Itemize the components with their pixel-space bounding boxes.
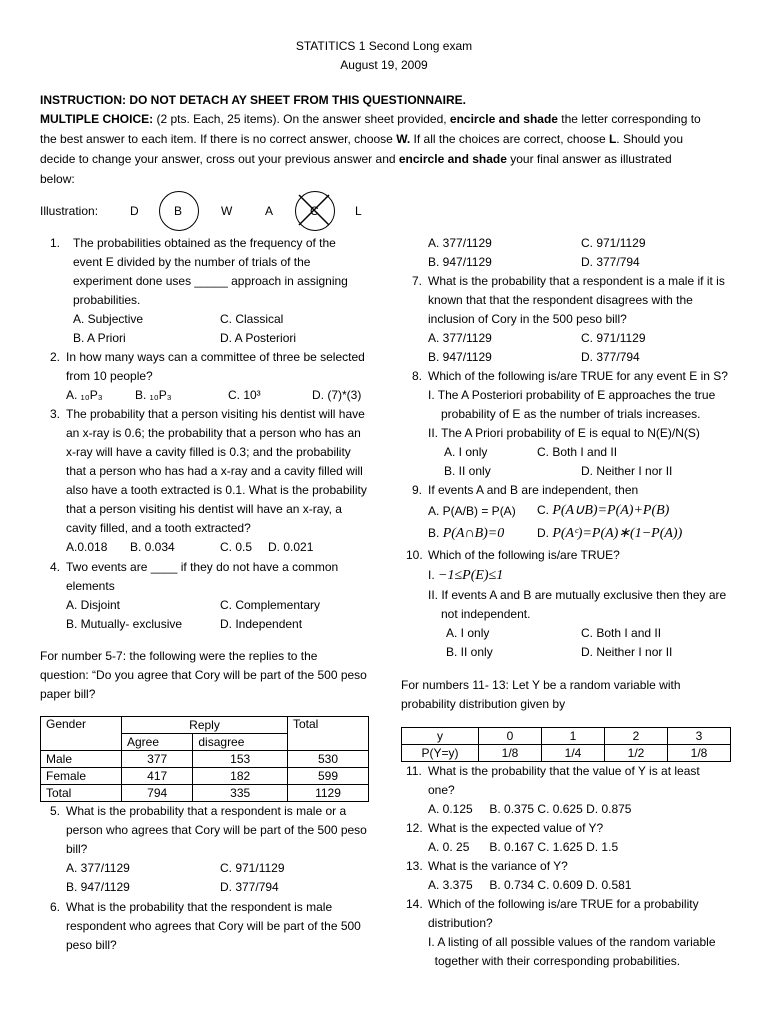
choice-letter-l: L bbox=[355, 204, 362, 218]
table-row bbox=[41, 768, 369, 785]
choice-d: D. A Posteriori bbox=[220, 331, 297, 345]
question-number: 8. bbox=[412, 369, 423, 383]
question-text: inclusion of Cory in the 500 peso bill? bbox=[428, 312, 627, 326]
question-text: distribution? bbox=[428, 916, 493, 930]
choice-c: C. 971/1129 bbox=[581, 331, 646, 345]
table-cell: 417 bbox=[122, 768, 193, 785]
question-text: together with their corresponding probabilities. bbox=[428, 954, 681, 968]
choice-a: A. 377/1129 bbox=[66, 861, 130, 875]
choice-c: C. P(A∪B)=P(A)+P(B) bbox=[537, 503, 670, 518]
statement-ii: not independent. bbox=[441, 607, 531, 621]
question-text: What is the probability that a respondent is a male if it is bbox=[428, 274, 725, 288]
question-text: also have a tooth extracted is 0.1. What is the probability bbox=[66, 483, 367, 497]
table-header: Reply bbox=[122, 717, 288, 734]
choice-b: B. 947/1129 bbox=[66, 880, 130, 894]
choice-c: C. 10³ bbox=[228, 388, 261, 402]
choice-letter-c: C bbox=[310, 204, 319, 218]
instruction-paragraph-line-1: MULTIPLE CHOICE: (2 pts. Each, 25 items). On the answer sheet provided, encircle and shade the letter corresponding to bbox=[40, 112, 701, 126]
question-text: I. A listing of all possible values of the random variable bbox=[428, 935, 716, 949]
choice-b: B. A Priori bbox=[73, 331, 126, 345]
table-cell: 794 bbox=[122, 785, 193, 802]
question-text: cavity filled, and a tooth extracted? bbox=[66, 521, 251, 535]
table-cell: 1129 bbox=[288, 785, 369, 802]
section-intro: paper bill? bbox=[40, 687, 96, 701]
question-text: Which of the following is/are TRUE for a probability bbox=[428, 897, 699, 911]
question-number: 9. bbox=[412, 483, 423, 497]
question-text: person who agrees that Cory will be part of the 500 peso bbox=[66, 823, 367, 837]
question-number: 13. bbox=[406, 859, 423, 873]
table-header: Gender bbox=[41, 717, 122, 751]
question-number: 14. bbox=[406, 897, 423, 911]
choice-a: A. Subjective bbox=[73, 312, 144, 326]
choice-c: C. Classical bbox=[220, 312, 284, 326]
choice-d: D. Neither I nor II bbox=[581, 464, 673, 478]
choice-d: D. Neither I nor II bbox=[581, 645, 673, 659]
table-cell: 1 bbox=[542, 728, 605, 745]
question-number: 10. bbox=[406, 548, 423, 562]
table-cell: 530 bbox=[288, 751, 369, 768]
choice-d: D. Independent bbox=[220, 617, 303, 631]
question-text: What is the expected value of Y? bbox=[428, 821, 604, 835]
question-text: Two events are ____ if they do not have a common bbox=[66, 560, 339, 574]
choice-d: D. 377/794 bbox=[220, 880, 279, 894]
table-cell: Total bbox=[41, 785, 122, 802]
question-text: The probability that a person visiting his dentist will have bbox=[66, 407, 365, 421]
table-cell: 1/8 bbox=[668, 745, 731, 762]
exam-date: August 19, 2009 bbox=[340, 58, 428, 72]
statement-ii: II. If events A and B are mutually exclusive then they are bbox=[428, 588, 727, 602]
table-header: disagree bbox=[193, 734, 288, 751]
question-text: known that that the respondent disagrees with the bbox=[428, 293, 693, 307]
choice-b: B. 947/1129 bbox=[428, 255, 492, 269]
question-number: 2. bbox=[50, 350, 61, 364]
table-header: y bbox=[402, 728, 479, 745]
question-text: probabilities. bbox=[73, 293, 141, 307]
table-cell: Female bbox=[41, 768, 122, 785]
exam-title: STATITICS 1 Second Long exam bbox=[295, 39, 473, 53]
table-cell: 153 bbox=[193, 751, 288, 768]
question-text: What is the probability that the value of Y is at least bbox=[428, 764, 700, 778]
question-text: experiment done uses _____ approach in assigning bbox=[73, 274, 348, 288]
choice-b: B. 0.034 bbox=[130, 540, 175, 554]
reply-table bbox=[40, 716, 369, 802]
instruction-paragraph-line-2: the best answer to each item. If there is no correct answer, choose W. If all the choices are correct, choose L. Should you bbox=[40, 132, 684, 146]
question-text: respondent who agrees that Cory will be part of the 500 bbox=[66, 919, 361, 933]
choice-a: A. I only bbox=[446, 626, 490, 640]
table-cell: 1/8 bbox=[479, 745, 542, 762]
section-intro: question: “Do you agree that Cory will be part of the 500 peso bbox=[40, 668, 367, 682]
choices: A. 3.375 B. 0.734 C. 0.609 D. 0.581 bbox=[428, 878, 632, 892]
instruction-paragraph-line-4: below: bbox=[40, 172, 75, 186]
choice-a: A. P(A/B) = P(A) bbox=[428, 504, 516, 518]
section-intro: For number 5-7: the following were the replies to the bbox=[40, 649, 318, 663]
choice-d: D. (7)*(3) bbox=[312, 388, 362, 402]
question-text: that a person who has had a x-ray and a cavity filled will bbox=[66, 464, 363, 478]
choice-d: D. 377/794 bbox=[581, 350, 640, 364]
table-row bbox=[402, 745, 731, 762]
question-text: II. The A Priori probability of E is equal to N(E)/N(S) bbox=[428, 426, 700, 440]
question-number: 1. bbox=[50, 236, 61, 250]
question-text: The probabilities obtained as the frequency of the bbox=[73, 236, 336, 250]
table-row bbox=[41, 785, 369, 802]
choice-a: A. ₁₀P₃ bbox=[66, 388, 103, 402]
question-text: one? bbox=[428, 783, 455, 797]
table-cell: 335 bbox=[193, 785, 288, 802]
question-text: that a person visiting his dentist will have an x-ray, a bbox=[66, 502, 342, 516]
question-text: What is the probability that the respondent is male bbox=[66, 900, 333, 914]
choice-letter-a: A bbox=[265, 204, 274, 218]
table-header: Total bbox=[288, 717, 369, 751]
question-text: What is the variance of Y? bbox=[428, 859, 568, 873]
question-text: elements bbox=[66, 579, 115, 593]
choice-a: A. Disjoint bbox=[66, 598, 121, 612]
choice-letter-b: B bbox=[174, 204, 183, 218]
choices: A. 0. 25 B. 0.167 C. 1.625 D. 1.5 bbox=[428, 840, 619, 854]
question-number: 3. bbox=[50, 407, 61, 421]
choice-c: C. 0.5 bbox=[220, 540, 253, 554]
choice-a: A.0.018 bbox=[66, 540, 108, 554]
question-text: In how many ways can a committee of three be selected bbox=[66, 350, 365, 364]
question-text: an x-ray is 0.6; the probability that a person who has an bbox=[66, 426, 361, 440]
table-header: P(Y=y) bbox=[402, 745, 479, 762]
question-text: probability of E as the number of trials increases. bbox=[441, 407, 701, 421]
choice-b: B. 947/1129 bbox=[428, 350, 492, 364]
question-text: Which of the following is/are TRUE? bbox=[428, 548, 620, 562]
question-number: 4. bbox=[50, 560, 61, 574]
table-cell: 0 bbox=[479, 728, 542, 745]
choice-a: A. I only bbox=[444, 445, 488, 459]
table-cell: Male bbox=[41, 751, 122, 768]
choice-letter-d: D bbox=[130, 204, 139, 218]
question-number: 5. bbox=[50, 804, 61, 818]
choice-c: C. Both I and II bbox=[537, 445, 618, 459]
section-intro: For numbers 11- 13: Let Y be a random variable with bbox=[401, 678, 681, 692]
question-text: x-ray will have a cavity filled is 0.3; and the probability bbox=[66, 445, 351, 459]
table-cell: 599 bbox=[288, 768, 369, 785]
table-cell: 182 bbox=[193, 768, 288, 785]
question-text: I. The A Posteriori probability of E approaches the true bbox=[428, 388, 716, 402]
question-number: 12. bbox=[406, 821, 423, 835]
table-header: Agree bbox=[122, 734, 193, 751]
question-number: 7. bbox=[412, 274, 423, 288]
choice-letter-w: W bbox=[221, 204, 233, 218]
choice-a: A. 377/1129 bbox=[428, 236, 492, 250]
table-cell: 2 bbox=[605, 728, 668, 745]
section-intro: probability distribution given by bbox=[401, 697, 566, 711]
choice-b: B. II only bbox=[444, 464, 491, 478]
question-text: bill? bbox=[66, 842, 88, 856]
question-text: What is the probability that a respondent is male or a bbox=[66, 804, 347, 818]
choice-a: A. 377/1129 bbox=[428, 331, 492, 345]
question-text: from 10 people? bbox=[66, 369, 153, 383]
table-cell: 3 bbox=[668, 728, 731, 745]
table-cell: 1/4 bbox=[542, 745, 605, 762]
choice-d: D. 0.021 bbox=[268, 540, 314, 554]
probability-distribution-table bbox=[401, 727, 731, 762]
choice-b: B. Mutually- exclusive bbox=[66, 617, 183, 631]
table-row bbox=[402, 728, 731, 745]
question-text: If events A and B are independent, then bbox=[428, 483, 639, 497]
table-cell: 377 bbox=[122, 751, 193, 768]
choice-c: C. Complementary bbox=[220, 598, 321, 612]
statement-i: I. −1≤P(E)≤1 bbox=[428, 568, 504, 583]
choice-b: B. II only bbox=[446, 645, 493, 659]
choice-b: B. ₁₀P₃ bbox=[135, 388, 172, 402]
choice-c: C. Both I and II bbox=[581, 626, 662, 640]
question-text: event E divided by the number of trials of the bbox=[73, 255, 311, 269]
question-number: 6. bbox=[50, 900, 61, 914]
instruction-line: INSTRUCTION: DO NOT DETACH AY SHEET FROM THIS QUESTIONNAIRE. bbox=[40, 93, 467, 107]
question-text: Which of the following is/are TRUE for any event E in S? bbox=[428, 369, 728, 383]
choice-c: C. 971/1129 bbox=[581, 236, 646, 250]
choice-b: B. P(A∩B)=0 bbox=[428, 526, 505, 541]
choice-c: C. 971/1129 bbox=[220, 861, 285, 875]
choice-d: D. P(Aᶜ)=P(A)∗(1−P(A)) bbox=[537, 526, 683, 541]
choices: A. 0.125 B. 0.375 C. 0.625 D. 0.875 bbox=[428, 802, 632, 816]
question-text: peso bill? bbox=[66, 938, 117, 952]
table-row bbox=[41, 751, 369, 768]
choice-d: D. 377/794 bbox=[581, 255, 640, 269]
instruction-paragraph-line-3: decide to change your answer, cross out your previous answer and encircle and shade your final answer as illustrated bbox=[40, 152, 672, 166]
table-cell: 1/2 bbox=[605, 745, 668, 762]
question-number: 11. bbox=[406, 764, 422, 778]
illustration-label: Illustration: bbox=[40, 204, 99, 218]
